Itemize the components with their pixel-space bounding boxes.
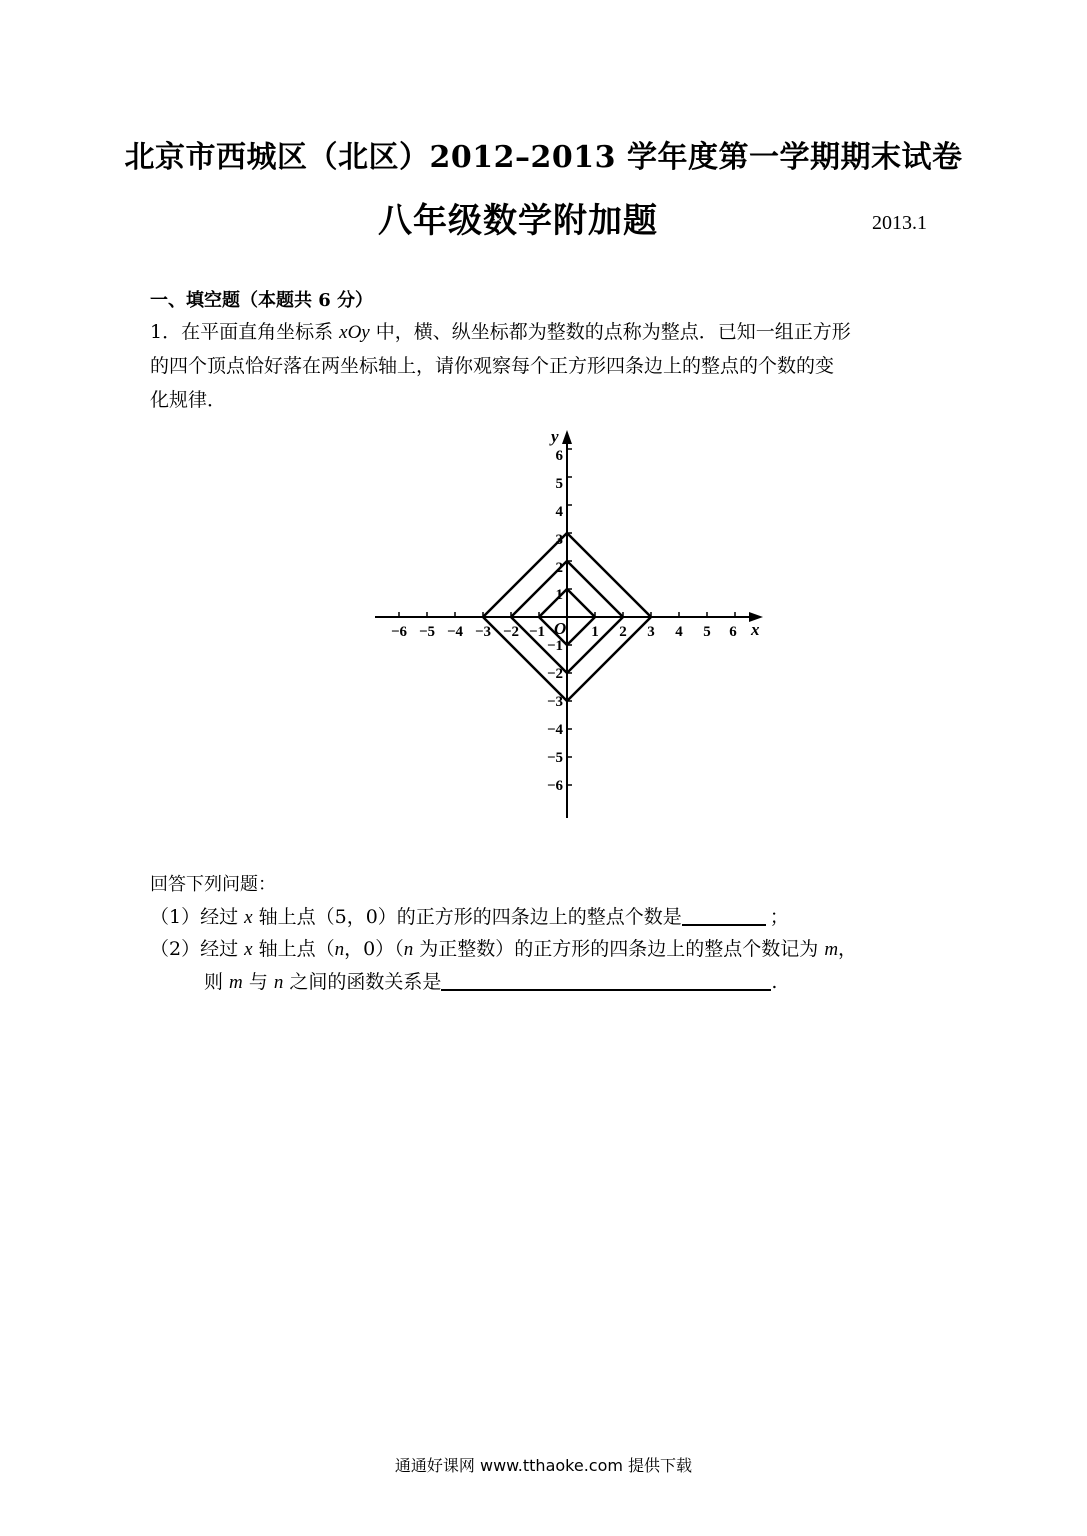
x-tick-label: −3 [474, 624, 492, 640]
x-tick-label: −6 [390, 624, 408, 640]
y-tick-label: 2 [555, 560, 563, 576]
question-text: 为正整数）的正方形的四条边上的整点个数记为 [413, 938, 825, 960]
y-axis-label: y [551, 427, 559, 446]
math-variable: n [403, 939, 414, 960]
page-title: 北京市西城区（北区）2012–2013 学年度第一学期期末试卷 [124, 140, 963, 175]
answer-blank-2[interactable] [441, 969, 771, 991]
origin-label: O [554, 619, 567, 638]
question-text: 中，横、纵坐标都为整数的点称为整点．已知一组正方形 [369, 321, 851, 343]
coordinate-figure [360, 420, 780, 830]
y-axis-arrow [562, 430, 572, 444]
x-tick-label: −1 [528, 624, 546, 640]
x-tick-label: −5 [418, 624, 436, 640]
question-text: 与 [242, 971, 274, 993]
x-tick-label: −2 [502, 624, 520, 640]
question-text: ，0）（ [344, 938, 404, 960]
question-text: 之间的函数关系是 [283, 971, 442, 993]
question-text: . [771, 971, 778, 993]
question-text: （1）经过 [150, 906, 245, 928]
y-tick-label: −1 [546, 638, 563, 654]
y-tick-label: 4 [555, 504, 563, 520]
sub-question-2 [150, 934, 857, 961]
answer-intro: 回答下列问题： [150, 874, 276, 895]
sub-question-1 [150, 902, 789, 929]
question-1-line-1 [150, 315, 851, 350]
math-variable: x [244, 939, 253, 960]
exam-date: 2013.1 [872, 212, 927, 234]
question-text: （2）经过 [150, 938, 245, 960]
answer-blank-1[interactable] [682, 904, 766, 926]
x-tick-label: 5 [703, 624, 711, 640]
y-tick-label: −2 [546, 666, 563, 682]
question-1-line-2: 的四个顶点恰好落在两坐标轴上，请你观察每个正方形四条边上的整点的个数的变 [150, 355, 835, 377]
y-tick-label: 6 [555, 448, 563, 464]
math-variable: xOy [339, 322, 370, 343]
y-tick-label: −5 [546, 750, 563, 766]
x-tick-label: −4 [446, 624, 464, 640]
x-axis-label: x [751, 620, 760, 639]
x-tick-label: 4 [675, 624, 683, 640]
math-variable: n [334, 939, 345, 960]
question-text: 轴上点（ [252, 938, 335, 960]
math-variable: m [824, 939, 839, 960]
x-tick-label: 1 [591, 624, 599, 640]
page-subtitle: 八年级数学附加题 [378, 201, 658, 241]
math-variable: m [229, 972, 243, 993]
math-variable: x [244, 907, 253, 928]
y-tick-label: 3 [555, 532, 563, 548]
y-tick-label: 5 [555, 476, 563, 492]
question-text: 轴上点（5，0）的正方形的四条边上的整点个数是 [252, 906, 682, 928]
question-text: ； [769, 906, 789, 928]
y-tick-label: −6 [546, 778, 563, 794]
question-text: 1．在平面直角坐标系 [150, 321, 340, 343]
y-tick-label: −4 [546, 722, 563, 738]
x-tick-label: 2 [619, 624, 627, 640]
section-heading: 一、填空题（本题共 6 分） [150, 290, 374, 311]
x-tick-label: 3 [647, 624, 655, 640]
question-1-line-3: 化规律． [150, 389, 227, 411]
math-variable: n [273, 972, 284, 993]
x-tick-label: 6 [729, 624, 737, 640]
y-tick-label: −3 [546, 694, 563, 710]
footer-source: 通通好课网 www.tthaoke.com 提供下载 [394, 1456, 693, 1475]
y-tick-label: 1 [555, 587, 563, 603]
sub-question-2-continued [204, 967, 777, 994]
question-text: 则 [204, 971, 230, 993]
question-text: ， [838, 938, 858, 960]
